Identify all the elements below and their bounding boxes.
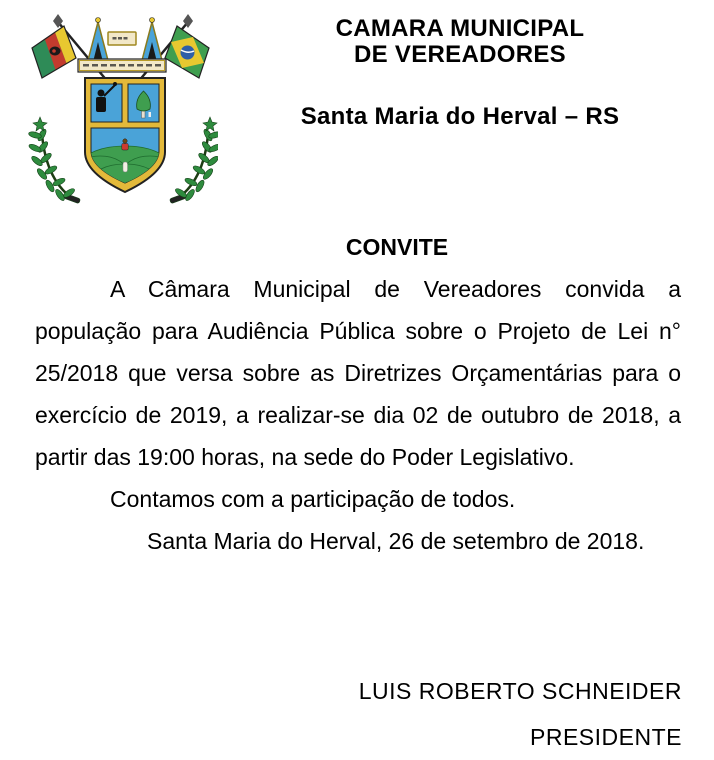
farmer-figure-icon [122, 139, 128, 150]
signature-block [359, 668, 682, 760]
invitation-body [35, 226, 681, 562]
letterhead [230, 16, 690, 131]
name-banner [78, 59, 166, 72]
dateline: Santa Maria do Herval, 26 de setembro de 2018. [147, 528, 645, 554]
municipal-coat-of-arms [28, 12, 218, 208]
flag-brazil-icon [165, 26, 209, 78]
signature-title: PRESIDENTE [530, 724, 682, 750]
org-title-line1: CAMARA MUNICIPAL [335, 15, 585, 42]
org-location: Santa Maria do Herval – RS [300, 103, 620, 130]
paragraph-participation: Contamos com a participação de todos. [110, 486, 516, 512]
signature-name: LUIS ROBERTO SCHNEIDER [358, 678, 682, 704]
motto-plaque [108, 32, 136, 45]
coat-of-arms-icon [28, 12, 218, 208]
white-figure-icon [123, 162, 128, 172]
shield-icon [73, 78, 177, 198]
org-title-line2: DE VEREADORES [354, 41, 566, 68]
document-heading: CONVITE [345, 234, 449, 260]
paragraph-invitation: A Câmara Municipal de Vereadores convida a população para Audiência Pública sobre o Projeto de Lei n° 25/2018 que versa sobre as Diretrizes Orçamentárias para o exercício de 2019, a realizar-se dia 02 de outubro de 2018, a partir das 19:00 horas, na sede do Poder Legislativo. [35, 276, 681, 470]
